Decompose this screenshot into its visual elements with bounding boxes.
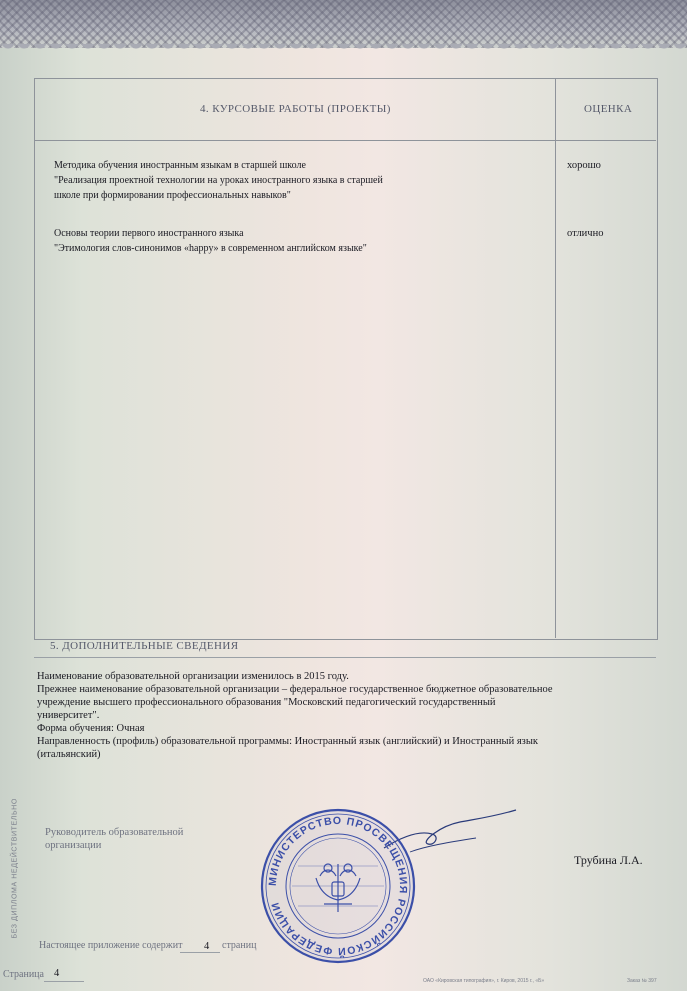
coursework-section-title: 4. КУРСОВЫЕ РАБОТЫ (ПРОЕКТЫ) (200, 103, 391, 115)
signatory-role (45, 826, 183, 852)
info-line: Наименование образовательной организации изменилось в 2015 году. (37, 671, 349, 682)
info-line: (итальянский) (37, 749, 101, 760)
coursework-topic: "Реализация проектной технологии на уроках иностранного языка в старшей (54, 175, 383, 186)
signatory-role-line: организации (45, 840, 102, 851)
table-column-divider (555, 78, 556, 638)
grade-column-header: ОЦЕНКА (584, 103, 633, 115)
coursework-item (54, 158, 534, 203)
signatory-role-line: Руководитель образовательной (45, 827, 184, 838)
blank-line (180, 952, 220, 953)
additional-section-title: 5. ДОПОЛНИТЕЛЬНЫЕ СВЕДЕНИЯ (50, 640, 239, 652)
info-line: учреждение высшего профессионального образования "Московский педагогический государственный (37, 697, 496, 708)
coursework-subject: Основы теории первого иностранного языка (54, 228, 244, 239)
pages-statement-suffix: страниц (222, 940, 257, 951)
page-number: 4 (54, 968, 60, 979)
pages-statement-prefix: Настоящее приложение содержит (39, 940, 183, 951)
printer-note: ОАО «Кировская типография», г. Киров, 2015 г., «Б» (423, 978, 545, 984)
coursework-subject: Методика обучения иностранным языкам в старшей школе (54, 160, 306, 171)
seal-ring-text: МИНИСТЕРСТВО ПРОСВЕЩЕНИЯ РОССИЙСКОЙ ФЕДЕРАЦИИ (266, 814, 410, 958)
pages-count: 4 (204, 941, 210, 952)
coursework-item (54, 226, 534, 256)
order-note: Заказ № 397 (627, 978, 657, 984)
info-line: Форма обучения: Очная (37, 723, 145, 734)
page-label: Страница (3, 969, 44, 980)
coursework-topic: школе при формировании профессиональных навыков" (54, 190, 291, 201)
table-header-divider (34, 140, 656, 141)
blank-line (44, 981, 84, 982)
info-line: Направленность (профиль) образовательной программы: Иностранный язык (английский) и Иностранный язык (37, 736, 538, 747)
signatory-name: Трубина Л.А. (574, 853, 643, 867)
coursework-topic: "Этимология слов-синонимов «happy» в современном английском языке" (54, 243, 367, 254)
margin-note: БЕЗ ДИПЛОМА НЕДЕЙСТВИТЕЛЬНО (11, 798, 19, 939)
section-divider (34, 657, 656, 658)
official-seal-icon (258, 806, 418, 966)
coursework-grade: хорошо (567, 160, 601, 171)
info-line: Прежнее наименование образовательной организации – федеральное государственное бюджетное образовательное (37, 684, 553, 695)
decorative-border (0, 0, 687, 48)
coursework-grade: отлично (567, 228, 604, 239)
additional-info (37, 670, 637, 761)
info-line: университет". (37, 710, 100, 721)
